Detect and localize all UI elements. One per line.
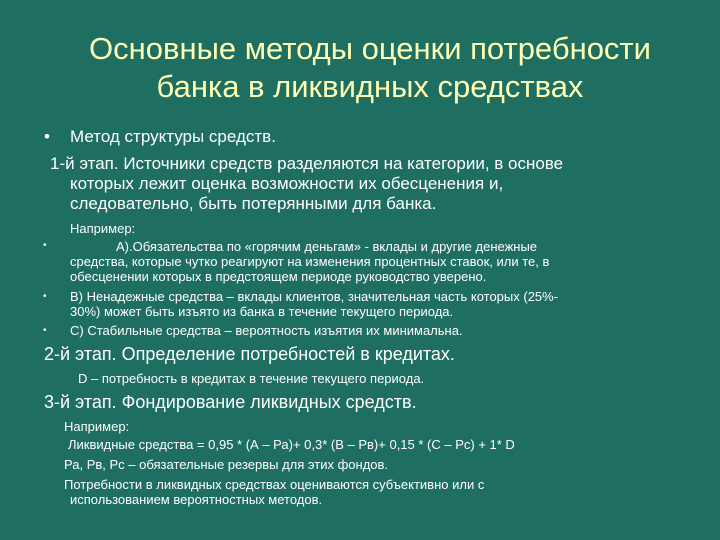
bullet-small-b: • xyxy=(43,291,47,302)
stage3-needs-line-1: Потребности в ликвидных средствах оцениваются субъективно или с xyxy=(64,477,485,492)
method-heading: Метод структуры средств. xyxy=(70,127,276,146)
bullet-small-a: • xyxy=(43,240,47,251)
stage3-heading: 3-й этап. Фондирование ликвидных средств. xyxy=(44,392,417,412)
slide-title xyxy=(60,30,680,106)
example-intro-1: Например: xyxy=(70,221,136,236)
stage3-intro: Например: xyxy=(64,419,130,434)
example-b-line-2: 30%) может быть изъято из банка в течение текущего периода. xyxy=(70,304,454,319)
stage3-needs-line-2: использованием вероятностных методов. xyxy=(70,492,323,507)
example-a-line-2: средства, которые чутко реагируют на изменения процентных ставок, или те, в xyxy=(70,254,550,269)
stage3-formula: Ликвидные средства = 0,95 * (А – Ра)+ 0,3* (В – Рв)+ 0,15 * (С – Рс) + 1* D xyxy=(68,437,515,452)
stage1-line-2: которых лежит оценка возможности их обесценения и, xyxy=(70,174,504,193)
stage2-note: D – потребность в кредитах в течение текущего периода. xyxy=(78,371,425,386)
example-a-line-1: А).Обязательства по «горячим деньгам» - вклады и другие денежные xyxy=(116,239,538,254)
stage2-heading: 2-й этап. Определение потребностей в кредитах. xyxy=(44,344,455,364)
example-b-line-1: В) Ненадежные средства – вклады клиентов, значительная часть которых (25%- xyxy=(70,289,559,304)
example-a-line-3: обесценении которых в предстоящем периоде руководство уверено. xyxy=(70,269,487,284)
slide-title-line-2: банка в ликвидных средствах xyxy=(156,69,584,104)
slide-title-line-1: Основные методы оценки потребности xyxy=(89,31,651,66)
bullet-small-c: • xyxy=(43,325,47,336)
stage1-line-3: следовательно, быть потерянными для банка. xyxy=(70,194,437,213)
stage3-reserves: Ра, Рв, Рс – обязательные резервы для этих фондов. xyxy=(64,457,389,472)
example-c-line-1: С) Стабильные средства – вероятность изъятия их минимальна. xyxy=(70,323,463,338)
bullet-dot: • xyxy=(44,127,50,146)
stage1-line-1: 1-й этап. Источники средств разделяются на категории, в основе xyxy=(50,154,564,173)
